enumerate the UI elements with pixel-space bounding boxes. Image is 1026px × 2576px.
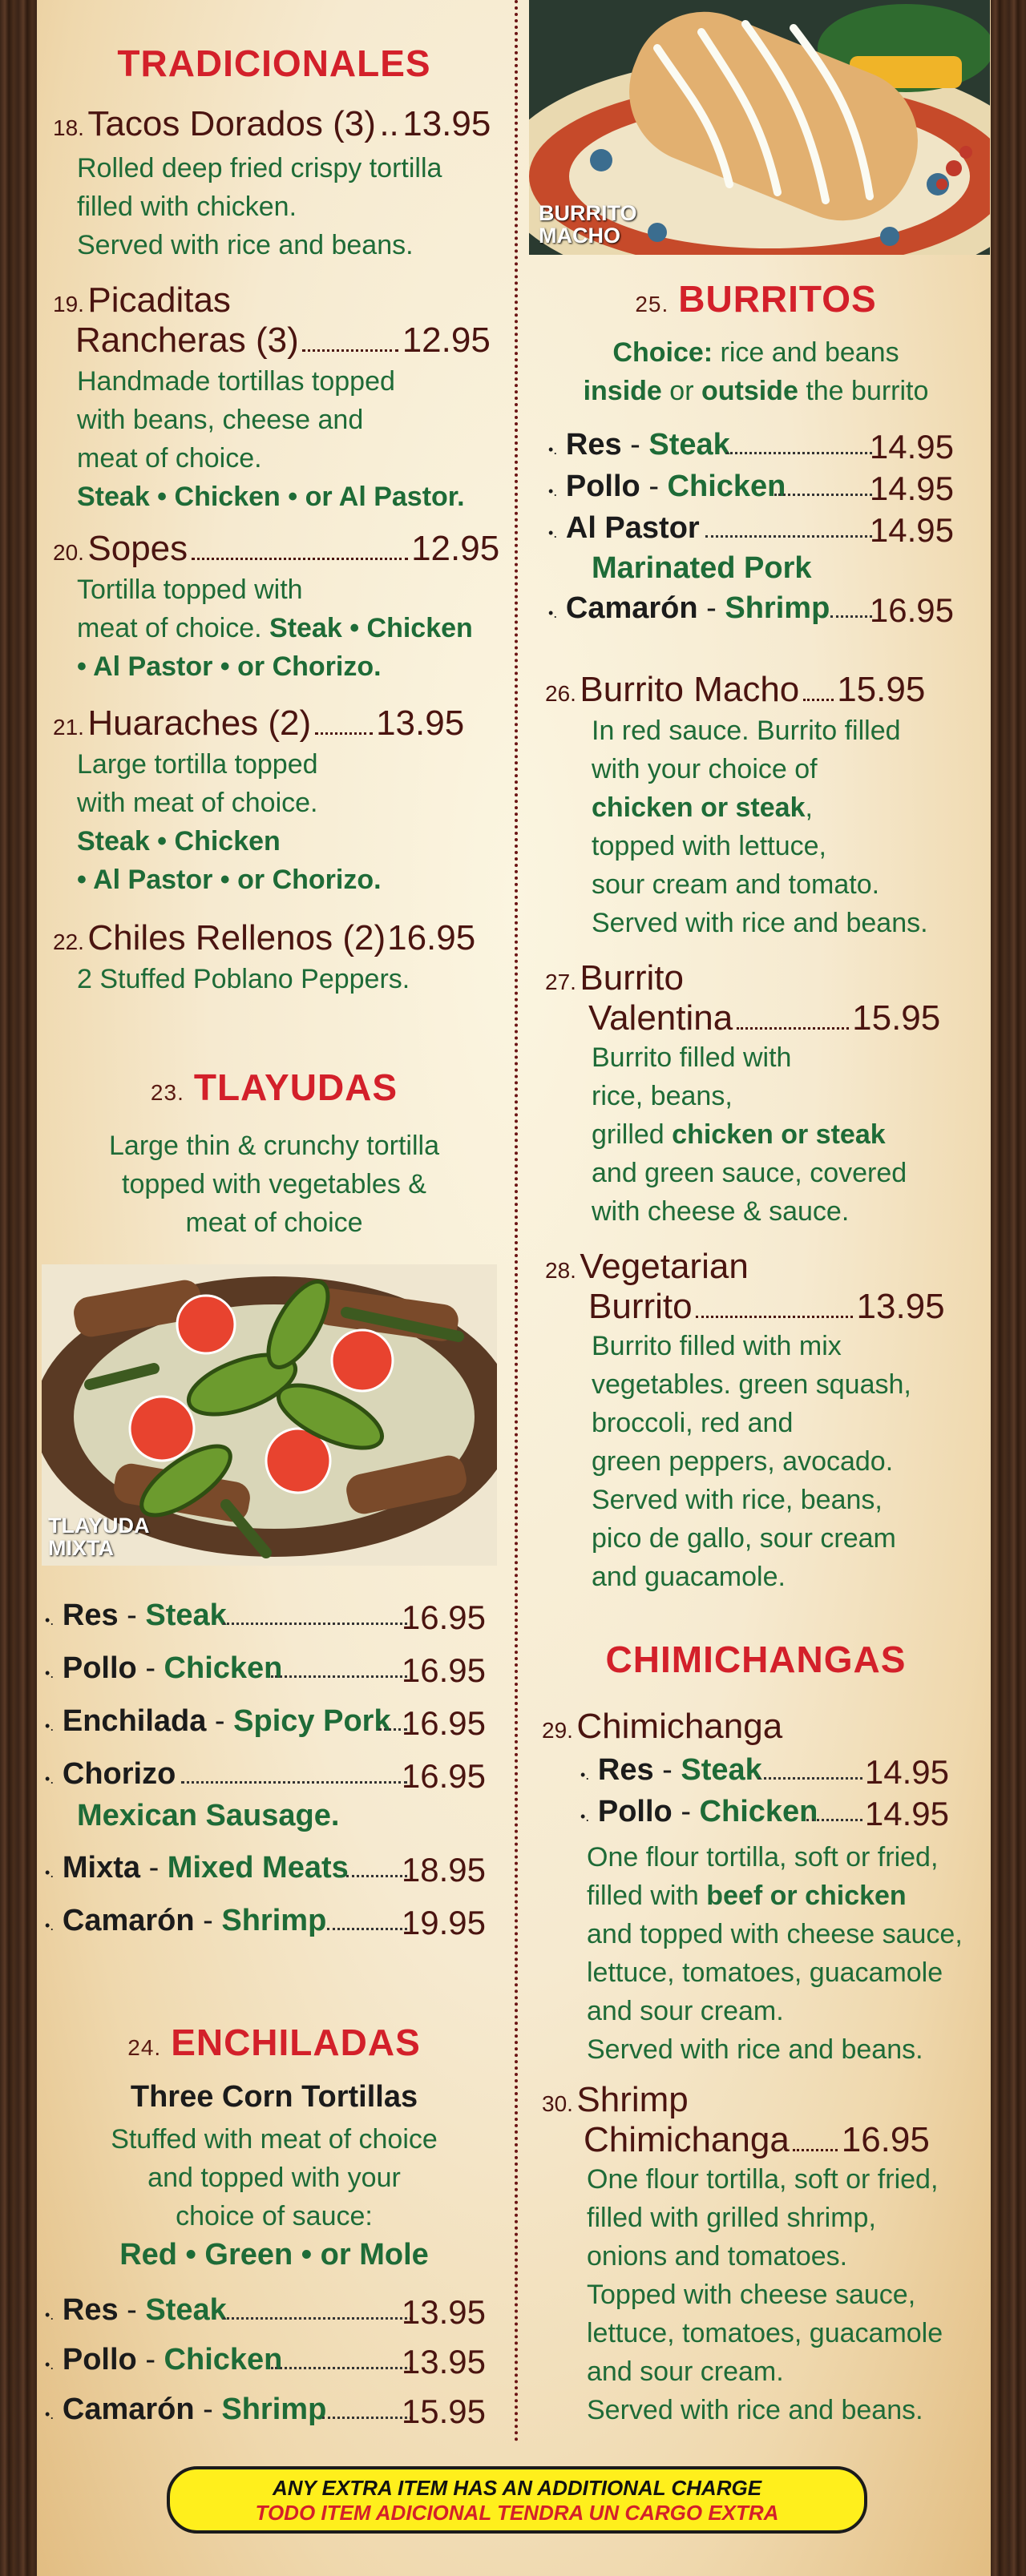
item-number: 19. [53, 292, 84, 316]
option-price: 18.95 [401, 1851, 486, 1889]
item-price: 13.95 [402, 104, 491, 143]
tlayuda-photo [42, 1264, 497, 1566]
option-price: 14.95 [869, 470, 954, 507]
item-name: Huaraches (2) [87, 703, 312, 743]
burritos-choice: Choice: rice and beans inside or outside the burrito [583, 337, 929, 406]
item-price: 15.95 [852, 998, 941, 1038]
item-name: Picaditas [87, 280, 231, 320]
item-desc-line: filled with chicken. [77, 191, 297, 222]
option-row: •. Enchilada - Spicy Pork 16.95 [45, 1704, 486, 1742]
item-name: Burrito Macho [580, 670, 800, 709]
item-name: Burrito [580, 958, 684, 998]
item-desc-line: with beans, cheese and [77, 405, 364, 435]
item-desc-line: 2 Stuffed Poblano Peppers. [77, 964, 410, 994]
option-row: •. Res - Steak 13.95 [45, 2293, 486, 2331]
tlayudas-title: 23. TLAYUDAS [150, 1066, 398, 1108]
item-number: 18. [53, 115, 84, 140]
menu-item-30: 30. Shrimp Chimichanga 16.95 One flour tortilla, soft or fried, filled with grilled shrimp, onions and tomatoes. Topped with cheese sauce, lettuce, tomatoes, guacamole and sour cream. Served with rice and beans. [542, 2080, 943, 2425]
menu-item-20 [53, 529, 502, 686]
menu-item-29 [542, 1707, 967, 1747]
option-price: 14.95 [864, 1795, 949, 1832]
item-29-description: One flour tortilla, soft or fried, filled with beef or chicken and topped with cheese sauce, lettuce, tomatoes, guacamole and sour cream. Served with rice and beans. [587, 1842, 963, 2065]
item-choices: Steak • Chicken [77, 826, 281, 857]
option-row: •. Al Pastor 14.95 [548, 511, 954, 549]
item-name: Sopes [87, 529, 188, 568]
option-price: 19.95 [401, 1904, 486, 1941]
item-name: Tacos Dorados (3) [87, 104, 376, 143]
item-price: 16.95 [841, 2120, 930, 2159]
item-number: 28. [545, 1258, 576, 1283]
item-name: Chimichanga [584, 2120, 790, 2159]
item-desc-line: meat of choice. [77, 613, 270, 643]
item-name: Valentina [588, 998, 733, 1038]
option-price: 14.95 [869, 511, 954, 549]
menu-item-19 [53, 280, 502, 516]
item-desc-line: Handmade tortillas topped [77, 366, 395, 397]
item-desc-line: Rolled deep fried crispy tortilla [77, 153, 442, 183]
option-row: •. Res - Steak 14.95 [548, 428, 954, 466]
wood-border-left [0, 0, 37, 2576]
item-number: 27. [545, 970, 576, 994]
option-price: 14.95 [864, 1753, 949, 1791]
item-price: 16.95 [387, 918, 476, 957]
option-row: •. Chorizo 16.95 [45, 1757, 486, 1795]
item-name: Chimichanga [576, 1707, 783, 1746]
sauce-choices: Red • Green • or Mole [119, 2238, 429, 2272]
item-name: Vegetarian [580, 1247, 749, 1286]
menu-item-18: 18. Tacos Dorados (3) .. 13.95 Rolled deep fried crispy tortilla filled with chicken. Served with rice and beans. [53, 104, 502, 264]
option-row: •. Camarón - Shrimp 15.95 [45, 2393, 486, 2430]
option-price: 16.95 [401, 1704, 486, 1742]
burrito-photo [529, 0, 990, 255]
notice-english: ANY EXTRA ITEM HAS AN ADDITIONAL CHARGE [272, 2476, 762, 2500]
item-number: 20. [53, 540, 84, 565]
option-sub: Marinated Pork [592, 551, 812, 585]
option-row: •. Pollo - Chicken 16.95 [45, 1651, 486, 1689]
menu-item-27: 27. Burrito Valentina 15.95 Burrito filled with rice, beans, grilled chicken or steak and green sauce, covered with cheese & sauce. [545, 958, 941, 1227]
item-desc-line: meat of choice. [77, 443, 262, 474]
option-price: 14.95 [869, 428, 954, 466]
item-number: 26. [545, 681, 576, 706]
column-divider [515, 0, 518, 2444]
item-price: 13.95 [856, 1287, 945, 1326]
menu-item-28: 28. Vegetarian Burrito 13.95 Burrito filled with mix vegetables. green squash, broccoli, red and green peppers, avocado. Served with rice, beans, pico de gallo, sour cream and guacamole. [545, 1247, 945, 1592]
extra-charge-notice [167, 2466, 867, 2534]
enchiladas-description: Stuffed with meat of choice and topped with your choice of sauce: Red • Green • or Mole [42, 2120, 507, 2274]
option-price: 16.95 [869, 591, 954, 629]
item-number: 21. [53, 715, 84, 740]
option-row: •. Pollo - Chicken 13.95 [45, 2343, 486, 2380]
item-name: Chiles Rellenos (2) [87, 918, 386, 957]
option-row: •. Pollo - Chicken 14.95 [580, 1795, 949, 1832]
chimichangas-title: CHIMICHANGAS [605, 1639, 907, 1680]
item-desc-line: Served with rice and beans. [77, 230, 414, 260]
option-row: •. Camarón - Shrimp 16.95 [548, 591, 954, 629]
enchiladas-subtitle: Three Corn Tortillas [130, 2080, 418, 2114]
tlayudas-description: Large thin & crunchy tortilla topped with vegetables & meat of choice [109, 1131, 439, 1238]
wood-border-right [991, 0, 1026, 2576]
item-number: 30. [542, 2091, 573, 2116]
item-number: 29. [542, 1718, 573, 1743]
photo-label: TLAYUDA MIXTA [48, 1514, 150, 1560]
tradicionales-title: TRADICIONALES [117, 42, 431, 84]
menu-item-22 [53, 918, 502, 998]
burritos-title: 25. BURRITOS [635, 278, 877, 320]
option-row: •. Camarón - Shrimp 19.95 [45, 1904, 486, 1941]
item-choices: • Al Pastor • or Chorizo. [77, 865, 382, 895]
option-sub: Mexican Sausage. [77, 1799, 340, 1832]
item-choices: Steak • Chicken [269, 613, 473, 643]
menu-item-21 [53, 703, 502, 899]
item-desc-line: with meat of choice. [77, 788, 318, 818]
photo-label: BURRITO MACHO [539, 201, 637, 248]
option-row: •. Res - Steak 14.95 [580, 1753, 949, 1791]
enchiladas-title: 24. ENCHILADAS [127, 2022, 421, 2063]
item-price: 15.95 [837, 670, 926, 709]
item-price: 13.95 [376, 703, 465, 743]
item-choices: Steak • Chicken • or Al Pastor. [77, 482, 465, 512]
option-price: 16.95 [401, 1757, 486, 1795]
option-row: •. Res - Steak 16.95 [45, 1598, 486, 1636]
item-desc-line: Tortilla topped with [77, 574, 303, 605]
item-number: 22. [53, 929, 84, 954]
option-price: 13.95 [401, 2343, 486, 2380]
option-row: •. Pollo - Chicken 14.95 [548, 470, 954, 507]
option-price: 16.95 [401, 1598, 486, 1636]
option-price: 13.95 [401, 2293, 486, 2331]
option-price: 16.95 [401, 1651, 486, 1689]
option-price: 15.95 [401, 2393, 486, 2430]
item-desc-line: Large tortilla topped [77, 749, 318, 780]
item-name: Rancheras (3) [75, 320, 299, 360]
item-name: Burrito [588, 1287, 693, 1326]
item-name: Shrimp [576, 2080, 689, 2119]
option-row: •. Mixta - Mixed Meats 18.95 [45, 1851, 486, 1889]
item-choices: • Al Pastor • or Chorizo. [77, 651, 382, 682]
notice-spanish: TODO ITEM ADICIONAL TENDRA UN CARGO EXTRA [255, 2501, 779, 2525]
item-price: 12.95 [402, 320, 491, 360]
item-price: 12.95 [411, 529, 500, 568]
menu-item-26: 26. Burrito Macho 15.95 In red sauce. Burrito filled with your choice of chicken or steak, topped with lettuce, sour cream and tomato. Served with rice and beans. [545, 670, 928, 938]
